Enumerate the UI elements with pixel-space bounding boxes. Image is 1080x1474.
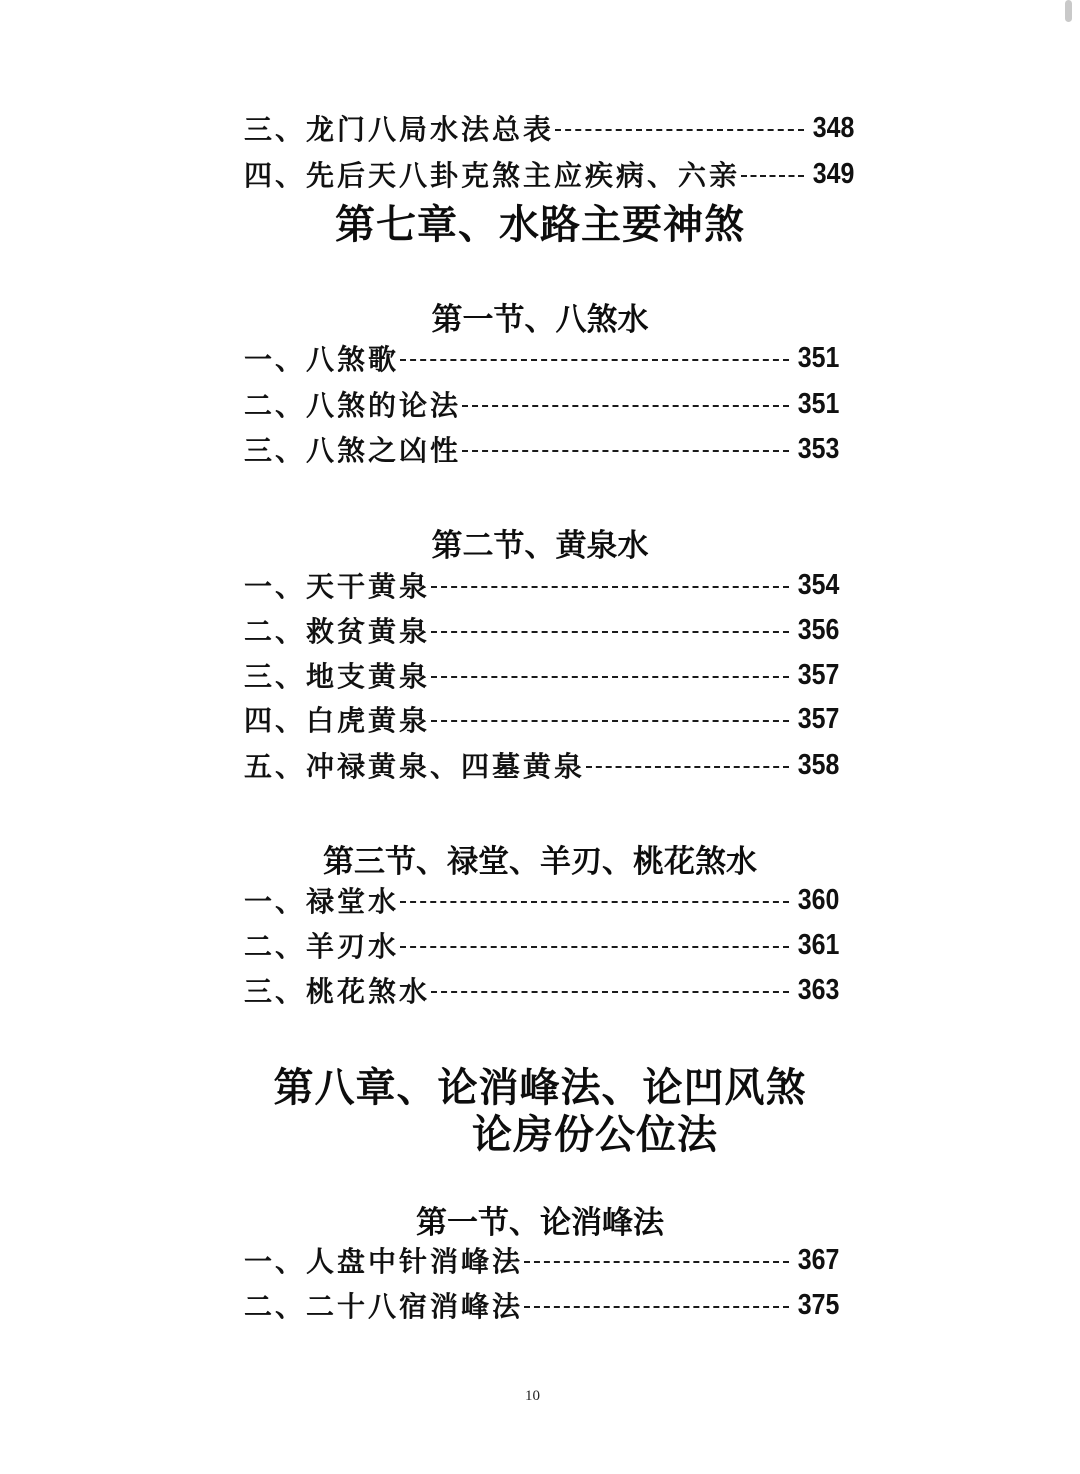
toc-entry-label: 二、二十八宿消峰法 xyxy=(244,1290,524,1323)
toc-entry[interactable] xyxy=(244,970,839,1010)
toc-entry-label: 一、天干黄泉 xyxy=(244,570,431,603)
toc-entry[interactable] xyxy=(244,610,839,650)
toc-entry[interactable] xyxy=(244,1285,839,1325)
toc-entry-page: 357 xyxy=(797,702,839,735)
toc-entry[interactable] xyxy=(244,699,839,739)
dot-leader xyxy=(431,720,789,722)
section-title[interactable]: 第二节、黄泉水 xyxy=(431,528,649,564)
dot-leader xyxy=(400,946,789,948)
toc-entry-label: 三、桃花煞水 xyxy=(244,975,431,1008)
toc-entry[interactable] xyxy=(244,108,854,148)
toc-entry-page: 349 xyxy=(812,157,854,190)
toc-entry-page: 361 xyxy=(797,928,839,961)
toc-entry-label: 二、八煞的论法 xyxy=(244,389,462,422)
toc-entry-label: 一、禄堂水 xyxy=(244,885,400,918)
toc-entry-label: 五、冲禄黄泉、四墓黄泉 xyxy=(244,750,586,783)
toc-entry-label: 二、救贫黄泉 xyxy=(244,615,431,648)
toc-entry-page: 351 xyxy=(797,341,839,374)
toc-entry-page: 358 xyxy=(797,748,839,781)
dot-leader xyxy=(741,175,804,177)
toc-entry-label: 三、龙门八局水法总表 xyxy=(244,113,555,146)
dot-leader xyxy=(431,586,789,588)
dot-leader xyxy=(431,676,789,678)
toc-entry-label: 三、地支黄泉 xyxy=(244,660,431,693)
toc-entry-label: 四、先后天八卦克煞主应疾病、六亲 xyxy=(244,159,741,192)
dot-leader xyxy=(462,405,789,407)
toc-entry-page: 356 xyxy=(797,613,839,646)
section-title[interactable]: 第一节、八煞水 xyxy=(431,302,649,338)
toc-entry-page: 354 xyxy=(797,568,839,601)
toc-entry-page: 357 xyxy=(797,658,839,691)
toc-entry-page: 353 xyxy=(797,432,839,465)
dot-leader xyxy=(400,359,789,361)
toc-entry[interactable] xyxy=(244,925,839,965)
toc-entry[interactable] xyxy=(244,1240,839,1280)
dot-leader xyxy=(586,766,789,768)
toc-entry-label: 一、人盘中针消峰法 xyxy=(244,1245,524,1278)
toc-entry[interactable] xyxy=(244,429,839,469)
toc-entry[interactable] xyxy=(244,154,854,194)
section-title[interactable]: 第三节、禄堂、羊刃、桃花煞水 xyxy=(323,844,757,880)
dot-leader xyxy=(431,991,789,993)
dot-leader xyxy=(431,631,789,633)
toc-entry-label: 二、羊刃水 xyxy=(244,930,400,963)
chapter-title-continued[interactable]: 论房份公位法 xyxy=(472,1112,718,1158)
dot-leader xyxy=(524,1261,789,1263)
toc-entry-page: 348 xyxy=(812,111,854,144)
page-number: 10 xyxy=(525,1388,540,1404)
dot-leader xyxy=(462,450,789,452)
dot-leader xyxy=(400,901,789,903)
toc-entry[interactable] xyxy=(244,384,839,424)
section-title[interactable]: 第一节、论消峰法 xyxy=(416,1205,664,1241)
dot-leader xyxy=(524,1306,789,1308)
toc-entry-page: 367 xyxy=(797,1243,839,1276)
toc-entry-label: 一、八煞歌 xyxy=(244,343,400,376)
toc-entry[interactable] xyxy=(244,880,839,920)
toc-entry-page: 375 xyxy=(797,1288,839,1321)
toc-entry-page: 360 xyxy=(797,883,839,916)
scroll-indicator[interactable] xyxy=(1065,0,1072,22)
toc-entry[interactable] xyxy=(244,565,839,605)
toc-entry-label: 四、白虎黄泉 xyxy=(244,704,431,737)
chapter-title[interactable]: 第七章、水路主要神煞 xyxy=(335,202,745,248)
toc-entry-page: 363 xyxy=(797,973,839,1006)
chapter-title[interactable]: 第八章、论消峰法、论凹风煞 xyxy=(273,1065,807,1111)
toc-entry[interactable] xyxy=(244,655,839,695)
dot-leader xyxy=(555,129,804,131)
toc-entry[interactable] xyxy=(244,338,839,378)
toc-entry-label: 三、八煞之凶性 xyxy=(244,434,462,467)
toc-entry[interactable] xyxy=(244,745,839,785)
toc-entry-page: 351 xyxy=(797,387,839,420)
